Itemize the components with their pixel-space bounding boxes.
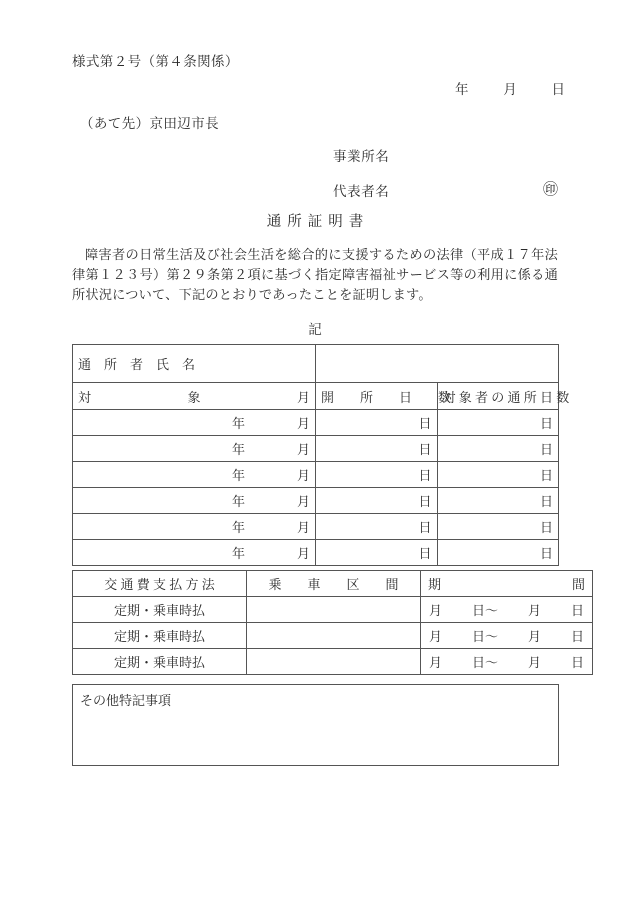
date-month-label: 月 xyxy=(503,82,517,97)
month-cell[interactable] xyxy=(73,514,316,540)
table-row xyxy=(73,488,559,514)
month-label: 月 xyxy=(296,494,310,509)
month-cell[interactable] xyxy=(73,436,316,462)
month-cell[interactable] xyxy=(73,540,316,566)
open-days-cell[interactable]: 日 xyxy=(316,540,438,566)
boarding-section-cell[interactable] xyxy=(247,597,421,623)
boarding-section-cell[interactable] xyxy=(247,623,421,649)
page-title: 通所証明書 xyxy=(266,214,370,230)
target-month-header xyxy=(73,383,316,410)
payment-method-cell[interactable]: 定期・乗車時払 xyxy=(73,623,247,649)
month-label: 月 xyxy=(296,468,310,483)
user-days-cell[interactable]: 日 xyxy=(437,462,559,488)
date-line xyxy=(455,78,565,98)
payment-method-header: 交 通 費 支 払 方 法 xyxy=(73,571,247,597)
open-days-cell[interactable]: 日 xyxy=(316,514,438,540)
other-notes-box[interactable] xyxy=(72,684,559,766)
from-month-label: 月 xyxy=(429,603,443,618)
month-label: 月 xyxy=(296,520,310,535)
payment-method-cell[interactable]: 定期・乗車時払 xyxy=(73,649,247,675)
year-label: 年 xyxy=(231,546,245,561)
month-label: 月 xyxy=(296,546,310,561)
table-row xyxy=(73,345,559,383)
form-code: 様式第２号（第４条関係） xyxy=(72,54,239,69)
to-month-label: 月 xyxy=(527,655,541,670)
table-row xyxy=(73,571,593,597)
target-month-header-part3: 月 xyxy=(296,389,310,405)
year-label: 年 xyxy=(231,520,245,535)
addressee: （あて先）京田辺市長 xyxy=(80,116,219,131)
month-cell[interactable] xyxy=(73,410,316,436)
month-cell[interactable] xyxy=(73,462,316,488)
from-day-label: 日～ xyxy=(471,655,498,670)
to-day-label: 日 xyxy=(570,655,584,670)
attendance-table xyxy=(72,344,570,566)
open-days-cell[interactable]: 日 xyxy=(316,462,438,488)
year-label: 年 xyxy=(231,416,245,431)
month-cell[interactable] xyxy=(73,488,316,514)
from-month-label: 月 xyxy=(429,655,443,670)
attendee-name-value[interactable] xyxy=(316,345,559,383)
user-days-cell[interactable]: 日 xyxy=(437,540,559,566)
to-month-label: 月 xyxy=(527,603,541,618)
month-label: 月 xyxy=(296,442,310,457)
from-day-label: 日～ xyxy=(471,603,498,618)
target-month-header-part2: 象 xyxy=(187,389,201,405)
period-header-part1: 期 xyxy=(428,577,442,592)
from-month-label: 月 xyxy=(429,629,443,644)
table-row xyxy=(73,649,593,675)
table-row xyxy=(73,623,593,649)
other-notes-label: その他特記事項 xyxy=(80,693,172,708)
ki-marker: 記 xyxy=(308,322,322,337)
year-label: 年 xyxy=(231,442,245,457)
from-day-label: 日～ xyxy=(471,629,498,644)
date-year-label: 年 xyxy=(455,82,469,97)
year-label: 年 xyxy=(231,494,245,509)
to-month-label: 月 xyxy=(527,629,541,644)
date-day-label: 日 xyxy=(551,82,565,97)
period-header-part2: 間 xyxy=(571,577,585,592)
open-days-cell[interactable]: 日 xyxy=(316,488,438,514)
user-days-header: 対 象 者 の 通 所 日 数 xyxy=(437,383,559,410)
table-row xyxy=(73,540,559,566)
period-cell[interactable] xyxy=(421,649,593,675)
month-label: 月 xyxy=(296,416,310,431)
open-days-cell[interactable]: 日 xyxy=(316,410,438,436)
payment-method-cell[interactable]: 定期・乗車時払 xyxy=(73,597,247,623)
to-day-label: 日 xyxy=(570,603,584,618)
transport-table xyxy=(72,570,593,675)
open-days-cell[interactable]: 日 xyxy=(316,436,438,462)
period-cell[interactable] xyxy=(421,623,593,649)
representative-row xyxy=(333,180,558,200)
to-day-label: 日 xyxy=(570,629,584,644)
table-row xyxy=(73,597,593,623)
year-label: 年 xyxy=(231,468,245,483)
table-row xyxy=(73,462,559,488)
office-name-label: 事業所名 xyxy=(333,149,390,164)
table-row xyxy=(73,436,559,462)
open-days-header: 開 所 日 数 xyxy=(316,383,438,410)
period-header xyxy=(421,571,593,597)
user-days-cell[interactable]: 日 xyxy=(437,410,559,436)
table-row xyxy=(73,383,559,410)
user-days-cell[interactable]: 日 xyxy=(437,436,559,462)
user-days-cell[interactable]: 日 xyxy=(437,514,559,540)
user-days-cell[interactable]: 日 xyxy=(437,488,559,514)
target-month-header-part1: 対 xyxy=(78,389,92,405)
body-paragraph: 障害者の日常生活及び社会生活を総合的に支援するための法律（平成１７年法律第１２３号）第２９条第２項に基づく指定障害福祉サービス等の利用に係る通所状況について、下記のとおりであったことを証明します。 xyxy=(72,247,558,302)
attendee-name-header: 通 所 者 氏 名 xyxy=(73,345,316,383)
period-cell[interactable] xyxy=(421,597,593,623)
representative-name-label: 代表者名 xyxy=(333,184,390,199)
table-row xyxy=(73,514,559,540)
boarding-section-cell[interactable] xyxy=(247,649,421,675)
table-row xyxy=(73,410,559,436)
boarding-section-header: 乗 車 区 間 xyxy=(247,571,421,597)
seal-icon: ㊞ xyxy=(543,181,559,198)
